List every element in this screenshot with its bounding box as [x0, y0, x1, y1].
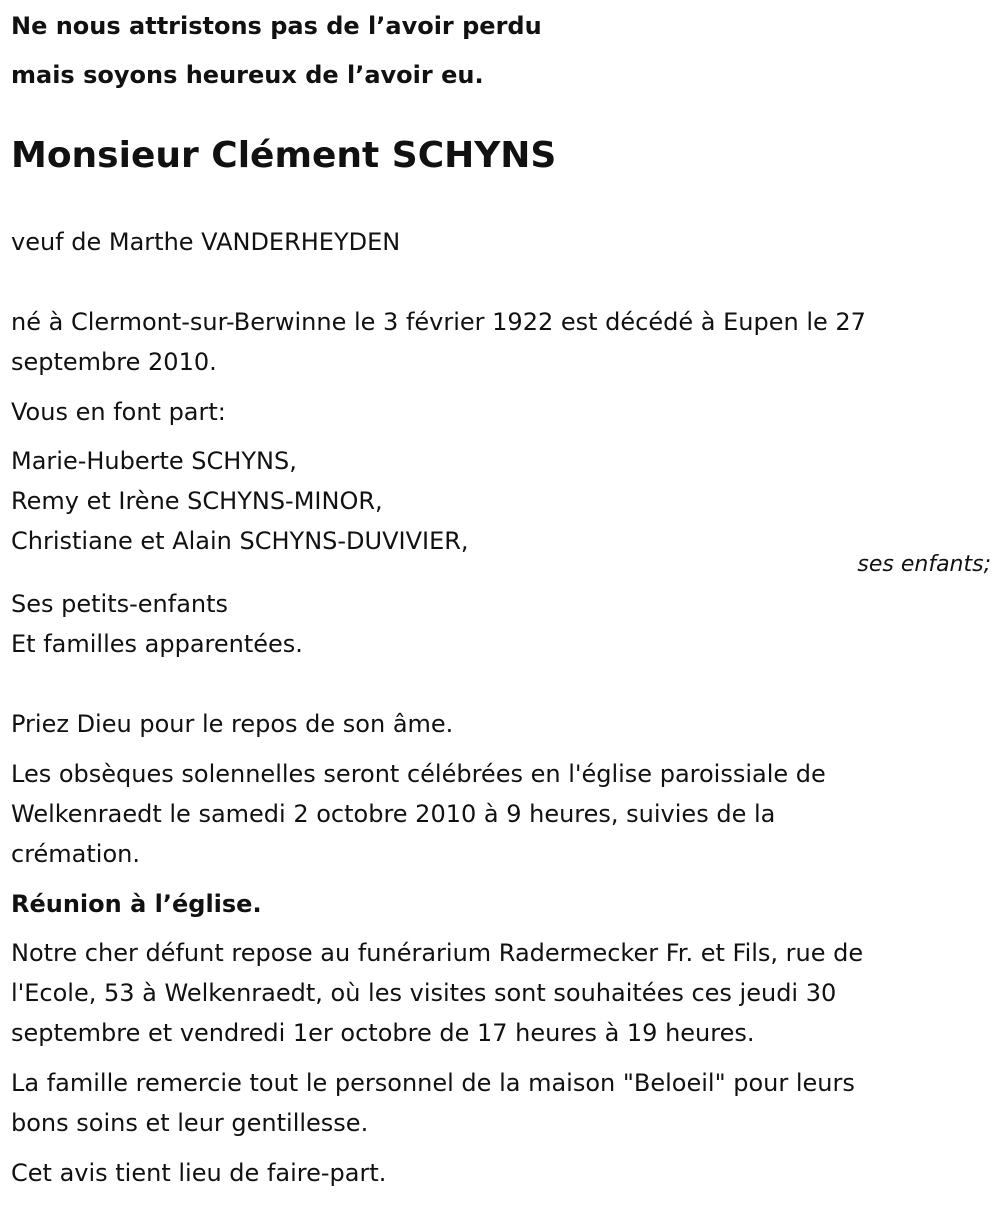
prayer-line: Priez Dieu pour le repos de son âme.: [11, 710, 454, 738]
announcement-intro: Vous en font part:: [11, 398, 226, 426]
thanks-line-1: La famille remercie tout le personnel de la maison "Beloeil" pour leurs: [11, 1069, 855, 1097]
birth-death-line-2: septembre 2010.: [11, 348, 217, 376]
deceased-name: Monsieur Clément SCHYNS: [11, 135, 557, 176]
funeral-line-3: crémation.: [11, 840, 140, 868]
children-label: ses enfants;: [857, 552, 991, 577]
visitation-line-1: Notre cher défunt repose au funérarium Radermecker Fr. et Fils, rue de: [11, 939, 864, 967]
thanks-line-2: bons soins et leur gentillesse.: [11, 1109, 369, 1137]
funeral-line-1: Les obsèques solennelles seront célébrées en l'église paroissiale de: [11, 760, 826, 788]
grandchildren-line: Ses petits-enfants: [11, 590, 229, 618]
quote-line-1: Ne nous attristons pas de l’avoir perdu: [11, 12, 542, 40]
funeral-line-2: Welkenraedt le samedi 2 octobre 2010 à 9 heures, suivies de la: [11, 800, 776, 828]
birth-death-line-1: né à Clermont-sur-Berwinne le 3 février 1922 est décédé à Eupen le 27: [11, 308, 866, 336]
relatives-line: Et familles apparentées.: [11, 630, 303, 658]
widower-line: veuf de Marthe VANDERHEYDEN: [11, 228, 401, 256]
visitation-line-3: septembre et vendredi 1er octobre de 17 heures à 19 heures.: [11, 1019, 755, 1047]
child-name: Christiane et Alain SCHYNS-DUVIVIER,: [11, 527, 469, 555]
child-name: Marie-Huberte SCHYNS,: [11, 447, 297, 475]
footer-note: Cet avis tient lieu de faire-part.: [11, 1159, 387, 1187]
visitation-line-2: l'Ecole, 53 à Welkenraedt, où les visites sont souhaitées ces jeudi 30: [11, 979, 837, 1007]
child-name: Remy et Irène SCHYNS-MINOR,: [11, 487, 383, 515]
meeting-line: Réunion à l’église.: [11, 890, 262, 918]
quote-line-2: mais soyons heureux de l’avoir eu.: [11, 61, 484, 89]
